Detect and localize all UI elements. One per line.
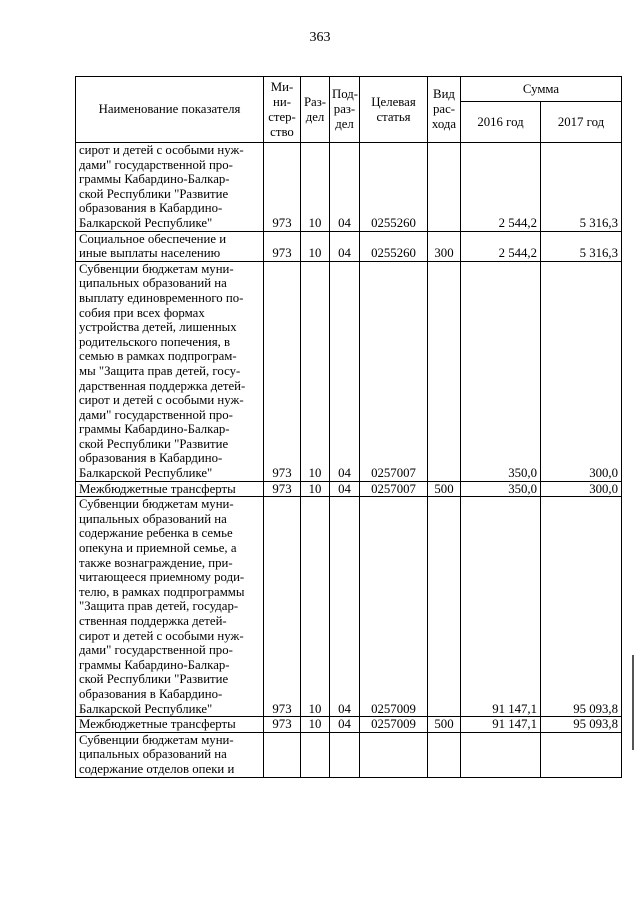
- amount-2017-cell: 5 316,3: [541, 231, 622, 261]
- amount-2017-cell: 300,0: [541, 261, 622, 481]
- amount-2016-cell: 91 147,1: [461, 717, 541, 733]
- expense-type-cell: 300: [428, 231, 461, 261]
- subsection-cell: 04: [330, 497, 360, 717]
- target-cell: 0257007: [360, 481, 428, 497]
- expense-type-cell: [428, 497, 461, 717]
- amount-2016-cell: 91 147,1: [461, 497, 541, 717]
- ministry-cell: 973: [264, 143, 301, 232]
- header-ministry: Ми- ни- стер- ство: [264, 77, 301, 143]
- scan-edge-mark: [632, 655, 634, 750]
- name-cell: Социальное обеспечение и иные выплаты населению: [76, 231, 264, 261]
- page-number: 363: [309, 30, 331, 45]
- name-cell: сирот и детей с особыми нуж- дами" государственной про- граммы Кабардино-Балкар- ской Республики "Развитие образования в Кабардино- Балкарской Республике": [76, 143, 264, 232]
- amount-2017-cell: 5 316,3: [541, 143, 622, 232]
- ministry-cell: 973: [264, 231, 301, 261]
- header-subsection: Под- раз- дел: [330, 77, 360, 143]
- table-row: [76, 717, 622, 733]
- header-year-2016: 2016 год: [461, 102, 541, 143]
- section-cell: 10: [301, 143, 330, 232]
- name-cell: Субвенции бюджетам муни- ципальных образований на содержание ребенка в семье опекуна и приемной семье, а также вознаграждение, при- читающееся приемному роди- телю, в рамках подпрограммы "Защита прав детей, государ- ственная поддержка детей- сирот и детей с особыми нуж- дами" государственной про- граммы Кабардино-Балкар- ской Республики "Развитие образования в Кабардино- Балкарской Республике": [76, 497, 264, 717]
- table-row: [76, 143, 622, 232]
- table-row: [76, 481, 622, 497]
- target-cell: 0257007: [360, 261, 428, 481]
- name-cell: Межбюджетные трансферты: [76, 481, 264, 497]
- name-cell: Субвенции бюджетам муни- ципальных образований на содержание отделов опеки и: [76, 732, 264, 777]
- section-cell: 10: [301, 717, 330, 733]
- amount-2016-cell: [461, 732, 541, 777]
- amount-2016-cell: 350,0: [461, 261, 541, 481]
- amount-2016-cell: 350,0: [461, 481, 541, 497]
- section-cell: 10: [301, 261, 330, 481]
- target-cell: [360, 732, 428, 777]
- expense-type-cell: [428, 261, 461, 481]
- header-name: Наименование показателя: [76, 77, 264, 143]
- name-cell: Субвенции бюджетам муни- ципальных образований на выплату единовременного по- собия при всех формах устройства детей, лишенных родительского попечения, в семью в рамках подпрограм- мы "Защита прав детей, госу- дарственная поддержка детей- сирот и детей с особыми нуж- дами" государственной про- граммы Кабардино-Балкар- ской Республики "Развитие образования в Кабардино- Балкарской Республике": [76, 261, 264, 481]
- section-cell: 10: [301, 497, 330, 717]
- expense-type-cell: 500: [428, 481, 461, 497]
- amount-2016-cell: 2 544,2: [461, 231, 541, 261]
- section-cell: 10: [301, 481, 330, 497]
- amount-2016-cell: 2 544,2: [461, 143, 541, 232]
- budget-table: [75, 76, 622, 778]
- ministry-cell: [264, 732, 301, 777]
- header-target: Целевая статья: [360, 77, 428, 143]
- expense-type-cell: [428, 732, 461, 777]
- subsection-cell: 04: [330, 717, 360, 733]
- target-cell: 0257009: [360, 717, 428, 733]
- name-cell: Межбюджетные трансферты: [76, 717, 264, 733]
- subsection-cell: 04: [330, 481, 360, 497]
- amount-2017-cell: [541, 732, 622, 777]
- table-row: [76, 497, 622, 717]
- header-sum: Сумма: [461, 77, 622, 102]
- section-cell: 10: [301, 231, 330, 261]
- subsection-cell: 04: [330, 231, 360, 261]
- table-row: [76, 231, 622, 261]
- ministry-cell: 973: [264, 481, 301, 497]
- ministry-cell: 973: [264, 497, 301, 717]
- subsection-cell: [330, 732, 360, 777]
- target-cell: 0257009: [360, 497, 428, 717]
- ministry-cell: 973: [264, 717, 301, 733]
- header-year-2017: 2017 год: [541, 102, 622, 143]
- table-body: [76, 143, 622, 778]
- subsection-cell: 04: [330, 143, 360, 232]
- header-expense-type: Вид рас- хода: [428, 77, 461, 143]
- amount-2017-cell: 300,0: [541, 481, 622, 497]
- subsection-cell: 04: [330, 261, 360, 481]
- amount-2017-cell: 95 093,8: [541, 717, 622, 733]
- target-cell: 0255260: [360, 231, 428, 261]
- table-row: [76, 261, 622, 481]
- section-cell: [301, 732, 330, 777]
- table-header: [76, 77, 622, 143]
- header-section: Раз- дел: [301, 77, 330, 143]
- ministry-cell: 973: [264, 261, 301, 481]
- expense-type-cell: [428, 143, 461, 232]
- expense-type-cell: 500: [428, 717, 461, 733]
- table-row: [76, 732, 622, 777]
- amount-2017-cell: 95 093,8: [541, 497, 622, 717]
- target-cell: 0255260: [360, 143, 428, 232]
